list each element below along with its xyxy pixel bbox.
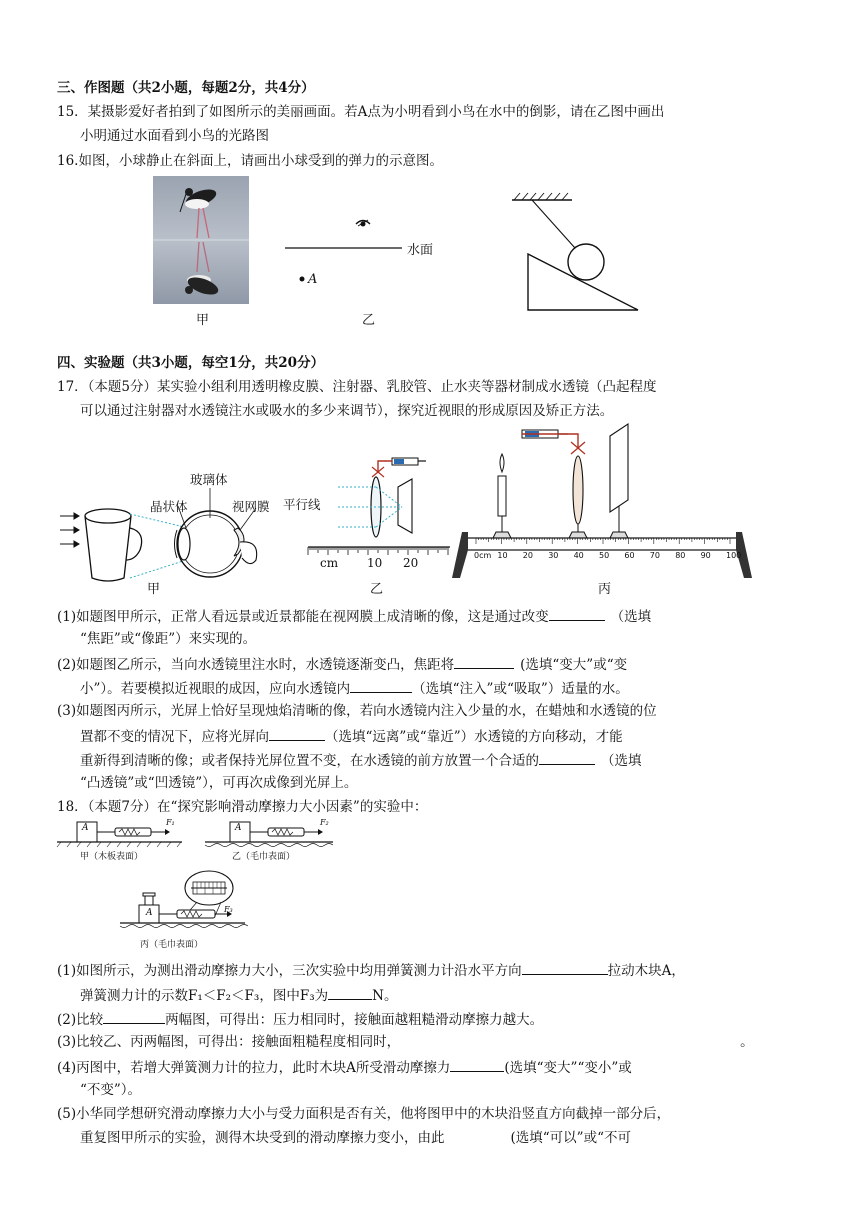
incline-ball-figure: [500, 190, 650, 315]
fig18-yi-caption: 乙（毛巾表面）: [232, 852, 296, 862]
bench-scale-label: 10: [497, 551, 508, 560]
q18-2-line: (2)比较 两幅图，可得出：压力相同时，接触面越粗糙滑动摩擦力越大。: [57, 1009, 543, 1029]
q16-text: 16.如图，小球静止在斜面上，请画出小球受到的弹力的示意图。: [57, 153, 443, 169]
q17-1-blank[interactable]: [549, 606, 605, 621]
q17-2-line1: (2)如题图乙所示，当向水透镜里注水时，水透镜逐渐变凸，焦距将 (选填“变大”或“变: [57, 654, 627, 674]
q18-1-line2: 弹簧测力计的示数F₁＜F₂＜F₃，图中F₃为 N。: [80, 985, 397, 1005]
point-a-label: A: [308, 272, 318, 287]
bench-scale-label: 100: [726, 551, 742, 560]
bench-scale-label: 20: [522, 551, 533, 560]
label-parallel: 平行线: [283, 497, 321, 512]
q15-line2: 小明通过水面看到小鸟的光路图: [80, 128, 269, 144]
label-lens: 晶状体: [150, 499, 188, 514]
fig17-yi-caption: 乙: [370, 582, 384, 597]
q17-1-line2: “焦距”或“像距”）来实现的。: [80, 631, 257, 647]
q17-3-line1: (3)如题图丙所示，光屏上恰好呈现烛焰清晰的像，若向水透镜内注入少量的水，在蜡烛和水透镜的位: [57, 703, 657, 719]
q18-title: 18．（本题7分）在“探究影响滑动摩擦力大小因素”的实验中：: [57, 799, 428, 815]
bench-scale-labels: [466, 551, 746, 563]
bench-scale-label: 70: [649, 551, 660, 560]
label-retina: 视网膜: [232, 499, 270, 514]
q15-line1: 15．某摄影爱好者拍到了如图所示的美丽画面。若A点为小明看到小鸟在水中的倒影，请在乙图中画出: [57, 104, 665, 120]
fig18-f2: F₂: [320, 818, 329, 827]
section-4-heading: 四、实验题（共3小题，每空1分，共20分）: [57, 355, 325, 371]
fig18-bing-caption: 丙（毛巾表面）: [140, 940, 204, 950]
q17-1-line1: (1)如题图甲所示，正常人看远景或近景都能在视网膜上成清晰的像，这是通过改变 （选填: [57, 606, 651, 626]
bench-scale-label: 40: [573, 551, 584, 560]
fig-jia-caption: 甲: [196, 313, 210, 328]
q17-2-blank-b[interactable]: [350, 678, 412, 693]
q18-1-blank-b[interactable]: [328, 985, 372, 1000]
fig18-jia-caption: 甲（木板表面）: [80, 852, 144, 862]
eye-icon: [356, 220, 370, 227]
fig17-bing-caption: 丙: [598, 582, 612, 597]
bench-scale-label: 30: [548, 551, 559, 560]
q17-3-blank-b[interactable]: [539, 750, 595, 765]
friction-fig-bing: [115, 868, 255, 938]
fig18-block-a-1: A: [82, 823, 89, 833]
q18-1-blank-a[interactable]: [522, 960, 608, 975]
q17-3-line3: 重新得到清晰的像；或者保持光屏位置不变，在水透镜的前方放置一个合适的 （选填: [80, 750, 642, 770]
q18-2-blank[interactable]: [103, 1009, 165, 1024]
q18-1-line1: (1)如图所示，为测出滑动摩擦力大小，三次实验中均用弹簧测力计沿水平方向 拉动木块A，: [57, 960, 685, 980]
fig18-block-a-2: A: [235, 823, 242, 833]
fig17-jia-caption: 甲: [147, 582, 161, 597]
ruler-small-unit: cm: [320, 556, 339, 570]
eye-cup-figure: [60, 468, 310, 588]
q17-line1: 17．（本题5分）某实验小组利用透明橡皮膜、注射器、乳胶管、止水夹等器材制成水透镜（凸起程度: [57, 379, 657, 395]
point-a-dot: [300, 277, 305, 282]
q17-3-line4: “凸透镜”或“凹透镜”），可再次成像到光屏上。: [80, 775, 358, 791]
fig18-block-a-3: A: [146, 908, 153, 918]
q18-4-line2: “不变”）。: [80, 1082, 142, 1098]
ruler-small-20: 20: [403, 556, 419, 570]
bench-scale-label: 60: [624, 551, 635, 560]
section-3-heading: 三、作图题（共2小题，每题2分，共4分）: [57, 80, 315, 96]
q18-5-line1: (5)小华同学想研究滑动摩擦力大小与受力面积是否有关，他将图甲中的木块沿竖直方向截掉一部分后，: [57, 1106, 671, 1122]
fig-yi-caption: 乙: [362, 313, 376, 328]
q17-3-blank-a[interactable]: [269, 726, 325, 741]
bench-scale-label: 0cm: [474, 551, 492, 560]
q17-2-blank-a[interactable]: [454, 654, 514, 669]
bench-scale-label: 90: [700, 551, 711, 560]
bench-scale-label: 50: [599, 551, 610, 560]
bird-photo: [153, 176, 249, 304]
q18-4-blank[interactable]: [450, 1057, 504, 1072]
q18-3-line: (3)比较乙、丙两幅图，可得出：接触面粗糙程度相同时， 。: [57, 1034, 754, 1050]
fig18-f3: F₃: [224, 905, 233, 914]
q18-5-line2: 重复图甲所示的实验，测得木块受到的滑动摩擦力变小，由此 (选填“可以”或“不可: [80, 1130, 631, 1146]
q17-2-line2: 小”）。若要模拟近视眼的成因，应向水透镜内 （选填“注入”或“吸取”）适量的水。: [80, 678, 629, 698]
q18-4-line1: (4)丙图中，若增大弹簧测力计的拉力，此时木块A所受滑动摩擦力 (选填“变大”“变小”或: [57, 1057, 632, 1077]
bench-scale-label: 80: [675, 551, 686, 560]
fig18-f1: F₁: [166, 818, 175, 827]
ruler-small-10: 10: [367, 556, 383, 570]
q17-3-line2: 置都不变的情况下，应将光屏向 （选填“远离”或“靠近”）水透镜的方向移动，才能: [80, 726, 623, 746]
q17-line2: 可以通过注射器对水透镜注水或吸水的多少来调节），探究近视眼的形成原因及矫正方法。: [80, 403, 614, 419]
label-glass-body: 玻璃体: [190, 472, 228, 487]
water-label: 水面: [407, 243, 434, 258]
